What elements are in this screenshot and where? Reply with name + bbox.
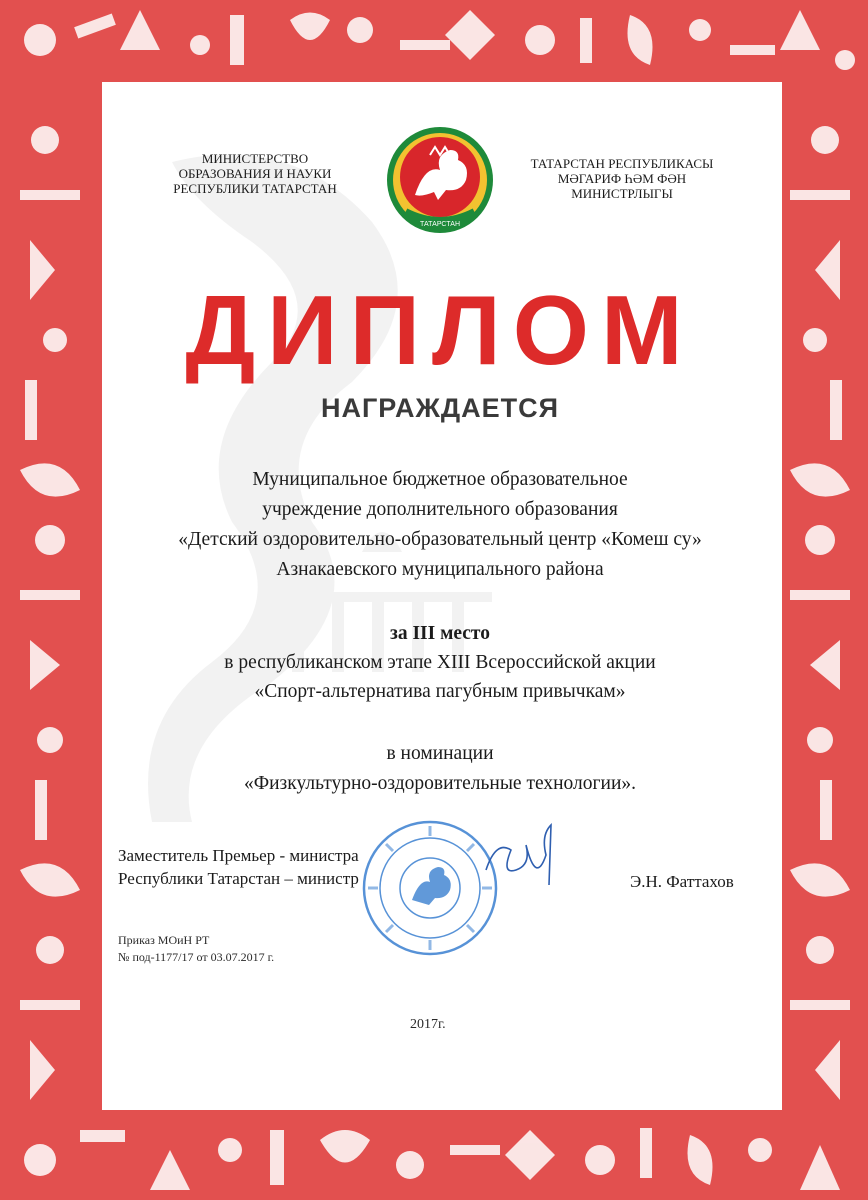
handwritten-signature (476, 820, 556, 900)
nomination-label: в номинации (386, 743, 494, 764)
tatarstan-emblem (385, 125, 495, 235)
awarded-heading: НАГРАЖДАЕТСЯ (321, 393, 559, 423)
header-right-line: МИНИСТРЛЫГЫ (571, 186, 673, 201)
recipient-line: учреждение дополнительного образования (262, 499, 618, 520)
order-reference-line: Приказ МОиН РТ (118, 933, 210, 947)
header-right-line: ТАТАРСТАН РЕСПУБЛИКАСЫ (530, 156, 714, 171)
signatory-position-line: Заместитель Премьер - министра (118, 846, 359, 865)
recipient-line: Муниципальное бюджетное образовательное (252, 469, 628, 490)
recipient-line: «Детский оздоровительно-образовательный центр «Комеш су» (178, 529, 702, 550)
emblem-caption: ТАТАРСТАН (419, 221, 461, 228)
ministry-header-russian (160, 151, 350, 196)
header-left-line: ОБРАЗОВАНИЯ И НАУКИ (178, 166, 332, 181)
issue-year: 2017г. (410, 1017, 446, 1032)
header-left-line: МИНИСТЕРСТВО (201, 151, 309, 166)
place-line: за III место (389, 623, 490, 644)
header-right-line: МӘГАРИФ ҺӘМ ФӘН (557, 171, 687, 186)
signatory-position-line: Республики Татарстан – министр (118, 869, 359, 888)
event-line: в республиканском этапе XIII Всероссийской акции (224, 652, 656, 673)
recipient-line: Азнакаевского муниципального района (276, 559, 604, 580)
event-line: «Спорт-альтернатива пагубным привычкам» (254, 681, 626, 702)
diploma-title: ДИПЛОМ (185, 275, 695, 385)
signatory-name: Э.Н. Фаттахов (630, 872, 734, 891)
order-reference-line: № под-1177/17 от 03.07.2017 г. (118, 950, 275, 964)
header-left-line: РЕСПУБЛИКИ ТАТАРСТАН (173, 181, 337, 196)
ministry-header-tatar (512, 156, 732, 201)
nomination-title: «Физкультурно-оздоровительные технологии». (243, 773, 637, 794)
